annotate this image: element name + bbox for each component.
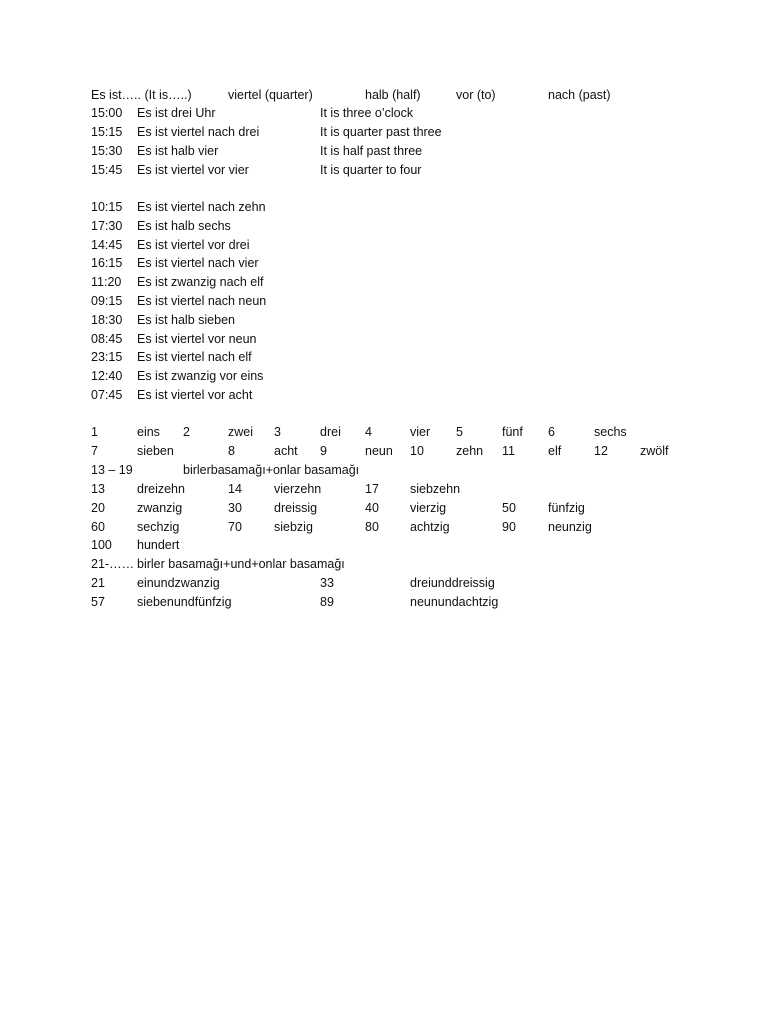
number-word: dreissig (274, 501, 318, 515)
number-digit: 17 (365, 482, 379, 496)
compound-row (0, 574, 768, 592)
time-value: 09:15 (91, 294, 123, 308)
number-word: vierzehn (274, 482, 322, 496)
teens-row (0, 480, 768, 498)
tens-row (0, 499, 768, 517)
practice-row (0, 198, 768, 216)
number-word: dreiunddreissig (410, 576, 495, 590)
time-value: 15:00 (91, 106, 123, 120)
time-value: 17:30 (91, 219, 123, 233)
practice-row (0, 367, 768, 385)
number-digit: 2 (183, 425, 190, 439)
german-phrase: Es ist viertel nach drei (137, 125, 260, 139)
time-value: 08:45 (91, 332, 123, 346)
practice-row (0, 236, 768, 254)
number-word: neunundachtzig (410, 595, 499, 609)
number-digit: 21 (91, 576, 105, 590)
teens-rule-text: birlerbasamağı+onlar basamağı (183, 463, 360, 477)
practice-row (0, 330, 768, 348)
number-word: achtzig (410, 520, 450, 534)
german-phrase: Es ist viertel vor acht (137, 388, 253, 402)
number-digit: 60 (91, 520, 105, 534)
number-word: fünf (502, 425, 523, 439)
number-digit: 14 (228, 482, 242, 496)
number-word: elf (548, 444, 562, 458)
german-phrase: Es ist halb sieben (137, 313, 235, 327)
number-word: siebzehn (410, 482, 461, 496)
number-digit: 5 (456, 425, 463, 439)
number-word: eins (137, 425, 160, 439)
number-digit: 1 (91, 425, 98, 439)
number-digit: 30 (228, 501, 242, 515)
practice-row (0, 254, 768, 272)
time-value: 11:20 (91, 275, 122, 289)
german-phrase: Es ist viertel nach neun (137, 294, 267, 308)
number-digit: 100 (91, 538, 112, 552)
header-vor: vor (to) (456, 88, 496, 102)
german-phrase: Es ist halb sechs (137, 219, 231, 233)
number-word: dreizehn (137, 482, 185, 496)
number-word: acht (274, 444, 298, 458)
german-phrase: Es ist viertel nach vier (137, 256, 259, 270)
number-word: sechs (594, 425, 627, 439)
header-es-ist: Es ist….. (It is…..) (91, 88, 192, 102)
practice-row (0, 292, 768, 310)
number-digit: 7 (91, 444, 98, 458)
german-phrase: Es ist viertel nach elf (137, 350, 252, 364)
time-value: 16:15 (91, 256, 123, 270)
german-phrase: Es ist halb vier (137, 144, 219, 158)
header-viertel: viertel (quarter) (228, 88, 313, 102)
number-word: vierzig (410, 501, 447, 515)
practice-row (0, 273, 768, 291)
example-row (0, 161, 768, 179)
number-digit: 70 (228, 520, 242, 534)
header-halb: halb (half) (365, 88, 421, 102)
number-digit: 6 (548, 425, 555, 439)
number-word: vier (410, 425, 431, 439)
time-value: 18:30 (91, 313, 123, 327)
number-word: neunzig (548, 520, 592, 534)
english-phrase: It is half past three (320, 144, 423, 158)
compound-row (0, 593, 768, 611)
english-phrase: It is quarter past three (320, 125, 442, 139)
number-digit: 20 (91, 501, 105, 515)
number-digit: 12 (594, 444, 608, 458)
teens-range: 13 – 19 (91, 463, 133, 477)
number-digit: 80 (365, 520, 379, 534)
number-word: sieben (137, 444, 174, 458)
numbers-row (0, 442, 768, 460)
practice-row (0, 386, 768, 404)
german-phrase: Es ist viertel vor neun (137, 332, 257, 346)
hundred-row (0, 536, 768, 554)
practice-row (0, 348, 768, 366)
english-phrase: It is three o’clock (320, 106, 414, 120)
german-phrase: Es ist drei Uhr (137, 106, 216, 120)
time-value: 15:15 (91, 125, 123, 139)
number-digit: 9 (320, 444, 327, 458)
header-row (0, 86, 768, 104)
time-value: 12:40 (91, 369, 123, 383)
german-phrase: Es ist viertel vor vier (137, 163, 249, 177)
time-value: 07:45 (91, 388, 123, 402)
time-value: 23:15 (91, 350, 123, 364)
number-digit: 13 (91, 482, 105, 496)
english-phrase: It is quarter to four (320, 163, 422, 177)
german-phrase: Es ist zwanzig vor eins (137, 369, 264, 383)
numbers-row (0, 423, 768, 441)
german-phrase: Es ist viertel nach zehn (137, 200, 266, 214)
number-digit: 57 (91, 595, 105, 609)
number-digit: 4 (365, 425, 372, 439)
example-row (0, 104, 768, 122)
number-digit: 11 (502, 444, 515, 458)
number-word: drei (320, 425, 341, 439)
number-word: zehn (456, 444, 484, 458)
number-digit: 33 (320, 576, 334, 590)
number-digit: 8 (228, 444, 235, 458)
number-digit: 90 (502, 520, 516, 534)
time-value: 14:45 (91, 238, 123, 252)
german-phrase: Es ist viertel vor drei (137, 238, 250, 252)
number-digit: 50 (502, 501, 516, 515)
number-word: fünfzig (548, 501, 585, 515)
header-nach: nach (past) (548, 88, 611, 102)
compound-rule-text: birler basamağı+und+onlar basamağı (137, 557, 345, 571)
number-word: einundzwanzig (137, 576, 220, 590)
number-word: hundert (137, 538, 180, 552)
number-digit: 3 (274, 425, 281, 439)
example-row (0, 123, 768, 141)
number-digit: 10 (410, 444, 424, 458)
tens-row (0, 518, 768, 536)
practice-row (0, 311, 768, 329)
time-value: 15:45 (91, 163, 123, 177)
practice-row (0, 217, 768, 235)
compound-range: 21-…… (91, 557, 135, 571)
number-word: neun (365, 444, 393, 458)
german-phrase: Es ist zwanzig nach elf (137, 275, 264, 289)
number-word: siebzig (274, 520, 313, 534)
number-word: sechzig (137, 520, 180, 534)
time-value: 15:30 (91, 144, 123, 158)
number-digit: 40 (365, 501, 379, 515)
number-word: zwölf (640, 444, 669, 458)
number-word: zwei (228, 425, 254, 439)
compound-rule-row (0, 555, 768, 573)
number-word: zwanzig (137, 501, 183, 515)
time-value: 10:15 (91, 200, 123, 214)
example-row (0, 142, 768, 160)
number-digit: 89 (320, 595, 334, 609)
teens-rule-row (0, 461, 768, 479)
number-word: siebenundfünfzig (137, 595, 232, 609)
